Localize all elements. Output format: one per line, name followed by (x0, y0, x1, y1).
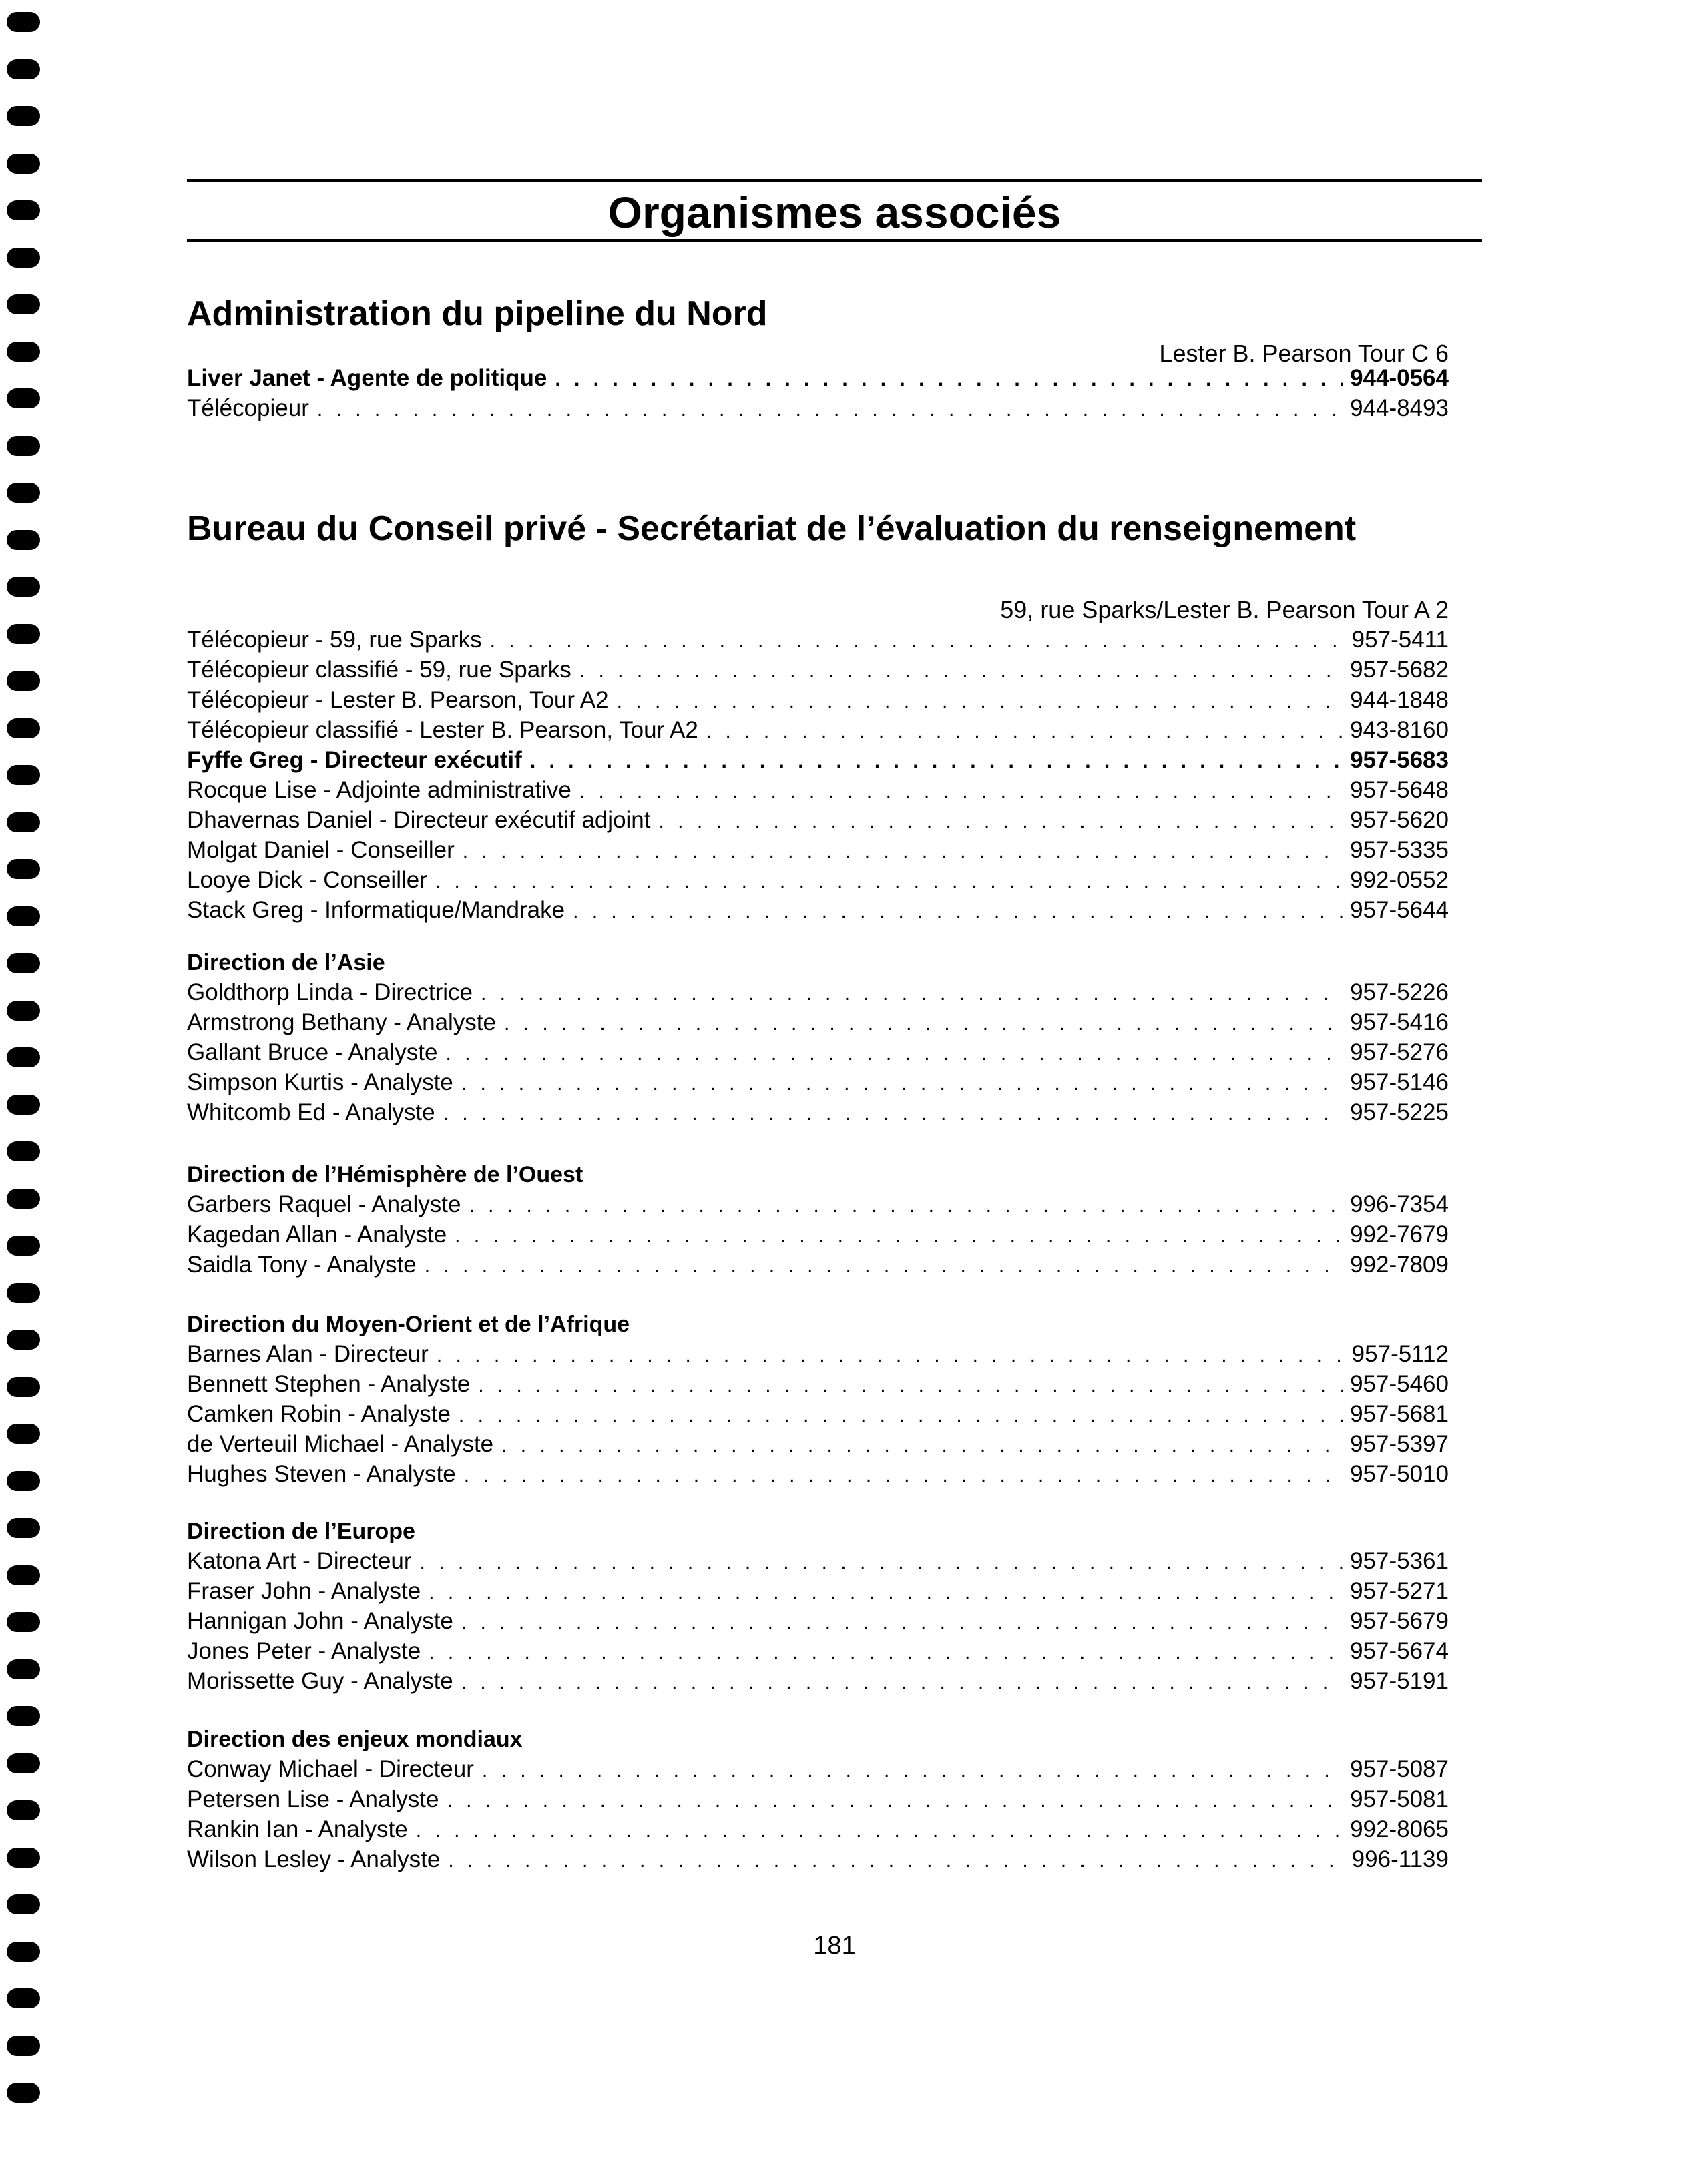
directory-entry (187, 655, 1449, 685)
binding-hole (7, 12, 40, 32)
entry-phone: 957-5335 (1350, 837, 1449, 863)
dot-leader (447, 1786, 1343, 1816)
directory-entry (187, 1606, 1449, 1636)
directory-entry (187, 1636, 1449, 1666)
entry-phone: 957-5648 (1350, 777, 1449, 803)
entry-name: Conway Michael - Directeur (187, 1756, 474, 1782)
entry-name: Télécopieur - 59, rue Sparks (187, 627, 482, 653)
binding-hole (7, 342, 40, 362)
directory-entry (187, 363, 1449, 393)
entry-name: Simpson Kurtis - Analyste (187, 1069, 453, 1095)
entry-phone: 957-5226 (1350, 979, 1449, 1005)
binding-hole (7, 953, 40, 973)
title-rule-bottom (187, 239, 1482, 242)
binding-hole (7, 718, 40, 738)
dot-leader (579, 656, 1343, 686)
entry-name: Garbers Raquel - Analyste (187, 1191, 461, 1217)
dot-leader (659, 806, 1344, 836)
directory-entry (187, 1666, 1449, 1696)
dot-leader (443, 1099, 1344, 1129)
dot-leader (317, 394, 1343, 425)
directory-entry (187, 745, 1449, 775)
dot-leader (504, 1009, 1343, 1039)
entry-name: Armstrong Bethany - Analyste (187, 1009, 496, 1035)
directory-entry (187, 1459, 1449, 1489)
binding-hole (7, 483, 40, 503)
entry-name: Hughes Steven - Analyste (187, 1461, 456, 1487)
entry-name: Looye Dick - Conseiller (187, 867, 427, 893)
entry-phone: 957-5674 (1350, 1638, 1449, 1664)
binding-hole (7, 1189, 40, 1209)
title-rule-top (187, 179, 1482, 182)
entry-phone: 957-5010 (1350, 1461, 1449, 1487)
entry-phone: 943-8160 (1350, 717, 1449, 743)
group-subheading: Direction du Moyen-Orient et de l’Afrique (187, 1312, 630, 1337)
binding-hole (7, 1518, 40, 1538)
dot-leader (420, 1547, 1344, 1577)
binding-hole (7, 1659, 40, 1679)
binding-hole (7, 1800, 40, 1820)
binding-hole (7, 1612, 40, 1632)
dot-leader (461, 1069, 1343, 1099)
entry-name: Télécopieur - Lester B. Pearson, Tour A2 (187, 687, 609, 713)
directory-entry (187, 1784, 1449, 1814)
directory-entry (187, 1814, 1449, 1844)
dot-leader (463, 836, 1343, 866)
directory-entry (187, 1369, 1449, 1399)
directory-entry (187, 1546, 1449, 1576)
spiral-binding (7, 12, 41, 2130)
dot-leader (482, 1755, 1343, 1786)
binding-hole (7, 1141, 40, 1161)
entry-name: Rocque Lise - Adjointe administrative (187, 777, 571, 803)
binding-hole (7, 200, 40, 220)
entry-name: Fyffe Greg - Directeur exécutif (187, 747, 522, 773)
dot-leader (461, 1607, 1343, 1637)
entry-name: Barnes Alan - Directeur (187, 1341, 429, 1367)
entry-phone: 957-5361 (1350, 1548, 1449, 1574)
binding-hole (7, 1942, 40, 1962)
dot-leader (481, 979, 1343, 1009)
entry-phone: 992-7809 (1350, 1252, 1449, 1278)
binding-hole (7, 59, 40, 79)
binding-hole (7, 436, 40, 456)
dot-leader (429, 1577, 1343, 1607)
binding-hole (7, 1095, 40, 1115)
directory-entry (187, 685, 1449, 715)
binding-hole (7, 1753, 40, 1773)
dot-leader (437, 1340, 1345, 1370)
dot-leader (490, 626, 1345, 656)
entry-phone: 992-0552 (1350, 867, 1449, 893)
entry-name: Saidla Tony - Analyste (187, 1252, 417, 1278)
entry-name: Rankin Ian - Analyste (187, 1816, 408, 1842)
entry-phone: 996-1139 (1351, 1846, 1449, 1872)
entry-phone: 957-5460 (1350, 1371, 1449, 1397)
dot-leader (478, 1370, 1343, 1400)
binding-hole (7, 530, 40, 550)
binding-hole (7, 248, 40, 268)
entry-phone: 957-5146 (1350, 1069, 1449, 1095)
entry-name: Goldthorp Linda - Directrice (187, 979, 473, 1005)
binding-hole (7, 388, 40, 408)
binding-hole (7, 1424, 40, 1444)
binding-hole (7, 154, 40, 174)
directory-entry (187, 1007, 1449, 1037)
binding-hole (7, 906, 40, 926)
dot-leader (455, 1221, 1343, 1251)
binding-hole (7, 1848, 40, 1868)
binding-hole (7, 624, 40, 644)
dot-leader (706, 716, 1343, 746)
entry-name: Kagedan Allan - Analyste (187, 1221, 447, 1248)
directory-entry (187, 1067, 1449, 1097)
directory-entry (187, 835, 1449, 865)
section-address: Lester B. Pearson Tour C 6 (1159, 340, 1449, 367)
binding-hole (7, 1565, 40, 1585)
binding-hole (7, 1894, 40, 1914)
group-subheading: Direction de l’Asie (187, 950, 385, 975)
entry-phone: 996-7354 (1350, 1191, 1449, 1217)
directory-entry (187, 805, 1449, 835)
group-subheading: Direction de l’Europe (187, 1519, 415, 1544)
dot-leader (501, 1430, 1343, 1460)
binding-hole (7, 294, 40, 314)
directory-entry (187, 775, 1449, 805)
dot-leader (530, 746, 1343, 776)
directory-entry (187, 1844, 1449, 1874)
entry-phone: 957-5276 (1350, 1039, 1449, 1065)
binding-hole (7, 1330, 40, 1350)
entry-phone: 957-5411 (1351, 627, 1449, 653)
binding-hole (7, 765, 40, 785)
entry-name: Whitcomb Ed - Analyste (187, 1099, 435, 1125)
directory-entry (187, 977, 1449, 1007)
group-subheading: Direction de l’Hémisphère de l’Ouest (187, 1162, 583, 1187)
entry-phone: 992-8065 (1350, 1816, 1449, 1842)
entry-name: Fraser John - Analyste (187, 1578, 421, 1604)
entry-phone: 944-1848 (1350, 687, 1449, 713)
entry-phone: 944-0564 (1350, 365, 1449, 391)
directory-entry (187, 1250, 1449, 1280)
entry-name: Molgat Daniel - Conseiller (187, 837, 455, 863)
dot-leader (464, 1460, 1343, 1490)
page-title: Organismes associés (608, 188, 1061, 237)
binding-hole (7, 1471, 40, 1491)
directory-entry (187, 865, 1449, 895)
binding-hole (7, 1047, 40, 1067)
directory-entry (187, 393, 1449, 423)
entry-name: Bennett Stephen - Analyste (187, 1371, 471, 1397)
entry-phone: 957-5416 (1350, 1009, 1449, 1035)
dot-leader (416, 1816, 1343, 1846)
entry-name: Jones Peter - Analyste (187, 1638, 421, 1664)
entry-phone: 957-5397 (1350, 1431, 1449, 1457)
dot-leader (573, 896, 1343, 926)
binding-hole (7, 2036, 40, 2056)
entry-phone: 957-5682 (1350, 657, 1449, 683)
entry-phone: 957-5081 (1350, 1786, 1449, 1812)
directory-entry (187, 625, 1449, 655)
directory-entry (187, 1219, 1449, 1250)
section-heading: Administration du pipeline du Nord (187, 294, 768, 333)
binding-hole (7, 1236, 40, 1256)
directory-entry (187, 1037, 1449, 1067)
entry-phone: 957-5271 (1350, 1578, 1449, 1604)
binding-hole (7, 106, 40, 126)
binding-hole (7, 1377, 40, 1397)
entry-name: Dhavernas Daniel - Directeur exécutif adjoint (187, 807, 651, 833)
binding-hole (7, 671, 40, 691)
directory-entry (187, 1576, 1449, 1606)
entry-name: Hannigan John - Analyste (187, 1608, 453, 1634)
binding-hole (7, 1988, 40, 2008)
entry-phone: 957-5087 (1350, 1756, 1449, 1782)
entry-name: Liver Janet - Agente de politique (187, 365, 547, 391)
entry-phone: 957-5644 (1350, 897, 1449, 923)
entry-phone: 944-8493 (1350, 395, 1449, 421)
entry-phone: 957-5191 (1350, 1668, 1449, 1694)
entry-phone: 957-5679 (1350, 1608, 1449, 1634)
entry-phone: 957-5683 (1350, 747, 1449, 773)
entry-name: Katona Art - Directeur (187, 1548, 412, 1574)
binding-hole (7, 577, 40, 597)
binding-hole (7, 1706, 40, 1726)
entry-name: Wilson Lesley - Analyste (187, 1846, 441, 1872)
entry-phone: 957-5681 (1350, 1401, 1449, 1427)
dot-leader (435, 866, 1343, 896)
dot-leader (445, 1039, 1343, 1069)
dot-leader (459, 1400, 1343, 1430)
entry-name: Gallant Bruce - Analyste (187, 1039, 438, 1065)
dot-leader (429, 1637, 1343, 1667)
directory-entry (187, 1097, 1449, 1127)
binding-hole (7, 812, 40, 832)
entry-name: Petersen Lise - Analyste (187, 1786, 439, 1812)
entry-name: Stack Greg - Informatique/Mandrake (187, 897, 565, 923)
dot-leader (425, 1251, 1343, 1281)
group-subheading: Direction des enjeux mondiaux (187, 1727, 523, 1752)
entry-name: Télécopieur (187, 395, 309, 421)
dot-leader (469, 1191, 1343, 1221)
entry-phone: 992-7679 (1350, 1221, 1449, 1248)
entry-name: Morissette Guy - Analyste (187, 1668, 453, 1694)
entry-phone: 957-5112 (1351, 1341, 1449, 1367)
directory-entry (187, 1429, 1449, 1459)
entry-name: Télécopieur classifié - Lester B. Pearson, Tour A2 (187, 717, 698, 743)
entry-phone: 957-5225 (1350, 1099, 1449, 1125)
dot-leader (461, 1667, 1343, 1697)
dot-leader (555, 364, 1343, 394)
entry-name: Télécopieur classifié - 59, rue Sparks (187, 657, 571, 683)
entry-name: Camken Robin - Analyste (187, 1401, 451, 1427)
directory-entry (187, 895, 1449, 925)
dot-leader (579, 776, 1343, 806)
binding-hole (7, 2083, 40, 2103)
directory-entry (187, 1339, 1449, 1369)
binding-hole (7, 1001, 40, 1021)
directory-entry (187, 1399, 1449, 1429)
binding-hole (7, 1283, 40, 1303)
entry-phone: 957-5620 (1350, 807, 1449, 833)
dot-leader (617, 686, 1343, 716)
binding-hole (7, 859, 40, 879)
page-number: 181 (813, 1932, 856, 1960)
section-heading: Bureau du Conseil privé - Secrétariat de l’évaluation du renseignement (187, 509, 1357, 548)
dot-leader (448, 1846, 1345, 1876)
directory-entry (187, 715, 1449, 745)
entry-name: de Verteuil Michael - Analyste (187, 1431, 494, 1457)
directory-entry (187, 1754, 1449, 1784)
section-address: 59, rue Sparks/Lester B. Pearson Tour A 2 (1000, 596, 1449, 623)
directory-entry (187, 1189, 1449, 1219)
